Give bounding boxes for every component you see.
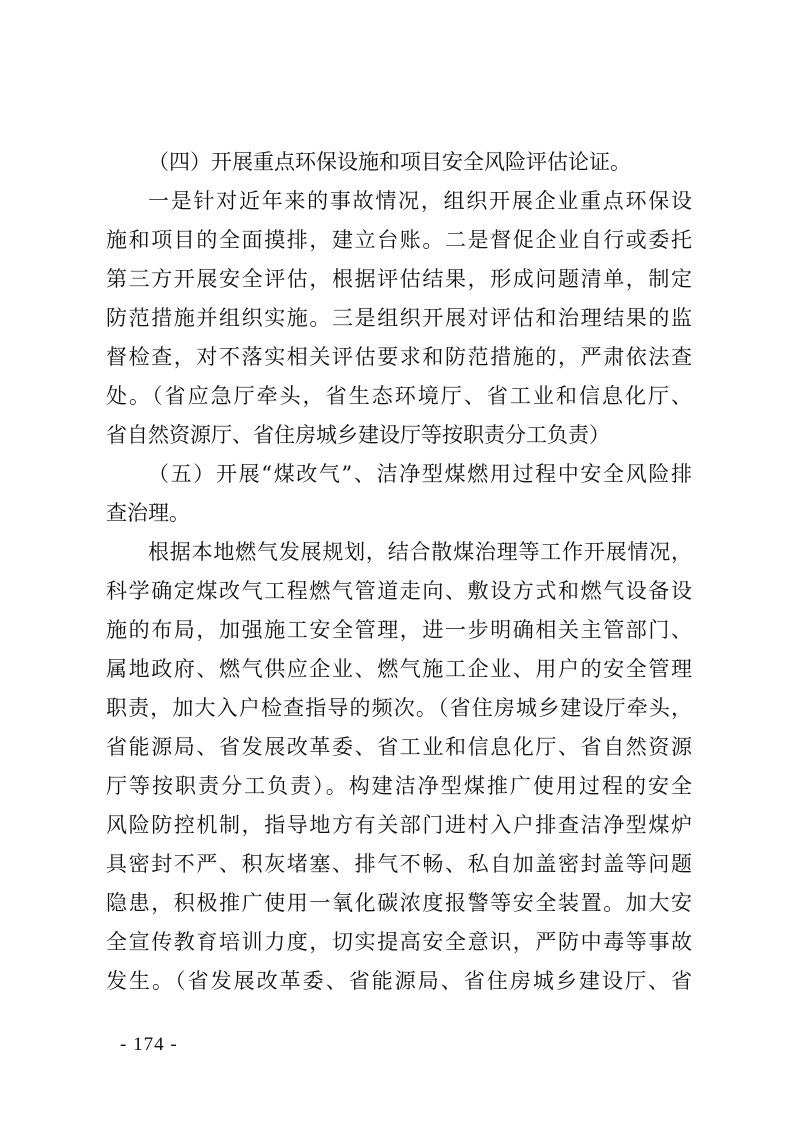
paragraph-line: 省自然资源厅、省住房城乡建设厅等按职责分工负责） bbox=[106, 423, 610, 447]
paragraph-line: 科学确定煤改气工程燃气管道走向、敷设方式和燃气设备设 bbox=[106, 579, 692, 603]
section-heading-5: （五）开展“煤改气”、洁净型煤燃用过程中安全风险排 bbox=[148, 462, 692, 486]
paragraph-line: 第三方开展安全评估，根据评估结果，形成问题清单，制定 bbox=[106, 267, 692, 291]
paragraph-line: 属地政府、燃气供应企业、燃气施工企业、用户的安全管理 bbox=[106, 657, 692, 681]
paragraph-line: 一是针对近年来的事故情况，组织开展企业重点环保设 bbox=[148, 189, 692, 213]
section-heading-5-cont: 查治理。 bbox=[106, 501, 190, 525]
paragraph-line: 具密封不严、积灰堵塞、排气不畅、私自加盖密封盖等问题 bbox=[106, 852, 692, 876]
paragraph-line: 处。（省应急厅牵头，省生态环境厅、省工业和信息化厅、 bbox=[106, 384, 692, 408]
paragraph-line: 根据本地燃气发展规划，结合散煤治理等工作开展情况， bbox=[148, 540, 692, 564]
paragraph-line: 隐患，积极推广使用一氧化碳浓度报警等安全装置。加大安 bbox=[106, 891, 692, 915]
paragraph-line: 职责，加大入户检查指导的频次。（省住房城乡建设厅牵头， bbox=[106, 696, 692, 720]
section-heading-4: （四）开展重点环保设施和项目安全风险评估论证。 bbox=[148, 150, 631, 174]
paragraph-line: 发生。（省发展改革委、省能源局、省住房城乡建设厅、省 bbox=[106, 969, 692, 993]
paragraph-line: 防范措施并组织实施。三是组织开展对评估和治理结果的监 bbox=[106, 306, 692, 330]
paragraph-line: 施和项目的全面摸排，建立台账。二是督促企业自行或委托 bbox=[106, 228, 692, 252]
paragraph-line: 风险防控机制，指导地方有关部门进村入户排查洁净型煤炉 bbox=[106, 813, 692, 837]
paragraph-line: 施的布局，加强施工安全管理，进一步明确相关主管部门、 bbox=[106, 618, 692, 642]
paragraph-line: 厅等按职责分工负责）。构建洁净型煤推广使用过程的安全 bbox=[106, 774, 692, 798]
paragraph-line: 省能源局、省发展改革委、省工业和信息化厅、省自然资源 bbox=[106, 735, 692, 759]
paragraph-line: 督检查，对不落实相关评估要求和防范措施的，严肃依法查 bbox=[106, 345, 692, 369]
paragraph-line: 全宣传教育培训力度，切实提高安全意识，严防中毒等事故 bbox=[106, 930, 692, 954]
page-number: - 174 - bbox=[120, 1034, 178, 1055]
